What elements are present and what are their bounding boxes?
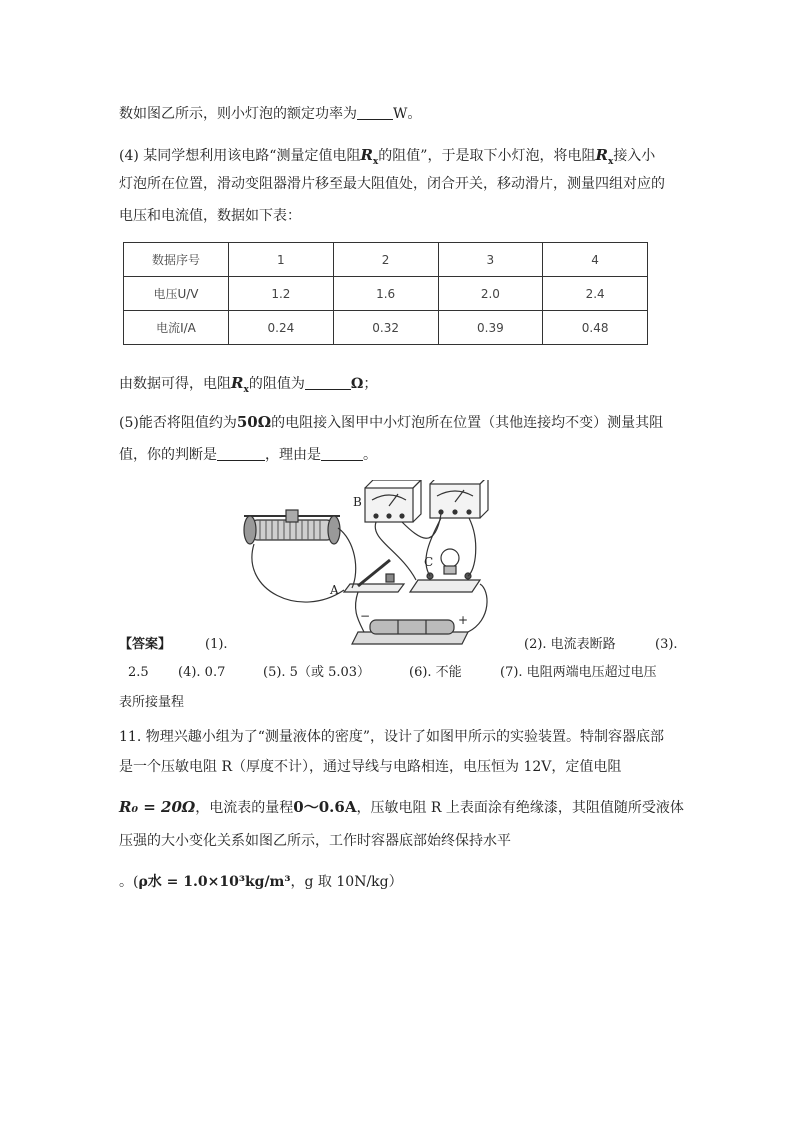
answer-4: (4). 0.7 [178,665,226,680]
table-cell: 2.0 [438,277,543,311]
table-cell: 4 [543,243,648,277]
ohm-unit: Ω [350,376,364,392]
rx-symbol: $R_x$ [360,146,379,167]
answer-blank [217,446,265,461]
q11-text-a: ，电流表的量程 [195,800,294,816]
rx-symbol: $R_x$ [595,146,614,167]
density-formula: ρ水 = 1.0×10³kg/m³ [138,874,291,890]
label-plus: + [458,613,469,627]
answer-blank [357,105,393,120]
label-minus: − [360,609,371,623]
table-cell: 2 [333,243,438,277]
q4-line2: 灯泡所在位置，滑动变阻器滑片移至最大阻值处，闭合开关，移动滑片，测量四组对应的 [119,176,665,192]
answer-2: (2). 电流表断路 [524,637,616,652]
table-row [124,243,648,277]
q11-line5 [119,871,403,893]
q5-text-a: (5)能否将阻值约为 [119,415,237,431]
voltmeter-image [430,480,488,518]
result-text-a: 由数据可得，电阻 [119,376,231,392]
label-c: C [424,555,434,569]
q11-text-b: ，压敏电阻 R 上表面涂有绝缘漆，其阻值随所受液体 [356,800,684,816]
ammeter-image [365,480,421,522]
q4-text-c: 接入小 [613,148,656,164]
table-cell: 2.4 [543,277,648,311]
answer-1: (1). [205,637,228,652]
data-table [123,242,648,345]
prev-text: 数如图乙所示，则小灯泡的额定功率为 [119,106,357,122]
answer-3-value: 2.5 [128,665,149,680]
table-cell: 1.2 [229,277,334,311]
table-cell: 1.6 [333,277,438,311]
q4-result-line [119,372,377,401]
q5-text-c: 值，你的判断是 [119,447,217,463]
label-b: B [353,495,362,509]
rx-symbol: $R_x$ [231,374,249,395]
q4-text-a: (4) 某同学想利用该电路“测量定值电阻 [119,148,361,164]
answer-blank [305,375,351,390]
prev-unit: W。 [393,106,422,122]
label-a: A [330,583,339,597]
prev-question-line [119,103,421,125]
q11-line4: 压强的大小变化关系如图乙所示，工作时容器底部始终保持水平 [119,833,511,849]
q11-line3 [119,796,684,819]
q5-text-b: 的电阻接入图甲中小灯泡所在位置（其他连接均不变）测量其阻 [271,415,664,431]
answer-3: (3). [655,637,678,652]
table-cell: 1 [229,243,334,277]
q5-text-e: 。 [363,447,377,463]
table-cell: 0.39 [438,311,543,345]
q5-line1 [119,411,663,434]
result-end: ； [363,376,378,392]
table-cell: 0.32 [333,311,438,345]
switch-image [344,560,404,592]
bulb-image [410,549,480,592]
answer-7: (7). 电阻两端电压超过电压 [500,665,657,680]
q11-line2: 是一个压敏电阻 R（厚度不计），通过导线与电路相连，电压恒为 12V，定值电阻 [119,759,622,775]
result-text-b: 的阻值为 [248,376,305,392]
q4-line1 [119,144,655,173]
circuit-figure [240,480,500,660]
battery-image [352,620,468,644]
table-cell: 0.24 [229,311,334,345]
r0-formula: R₀ = 20Ω [119,798,196,816]
table-row [124,277,648,311]
range-value: 0～0.6A [293,798,357,816]
q11-line1: 11. 物理兴趣小组为了“测量液体的密度”，设计了如图甲所示的实验装置。特制容器底部 [119,729,665,745]
table-cell: 0.48 [543,311,648,345]
resistance-value: 50Ω [236,413,272,431]
table-header-cell: 电流I/A [124,311,229,345]
rheostat-image [244,510,340,544]
q5-text-d: ，理由是 [265,447,321,463]
q4-text-b: 的阻值”，于是取下小灯泡，将电阻 [378,148,596,164]
q4-line3: 电压和电流值，数据如下表： [119,208,301,224]
answer-6: (6). 不能 [409,665,462,680]
q5-line2 [119,444,377,466]
q11-text-d: ，g 取 10N/kg） [290,874,403,890]
q11-text-c: 。( [119,874,139,890]
table-cell: 3 [438,243,543,277]
answer-7-cont: 表所接量程 [119,695,185,710]
table-header-cell: 电压U/V [124,277,229,311]
answer-tag: 【答案】 [119,637,172,652]
table-row [124,311,648,345]
answer-5: (5). 5（或 5.03） [263,665,371,680]
answer-blank [321,446,363,461]
table-header-cell: 数据序号 [124,243,229,277]
